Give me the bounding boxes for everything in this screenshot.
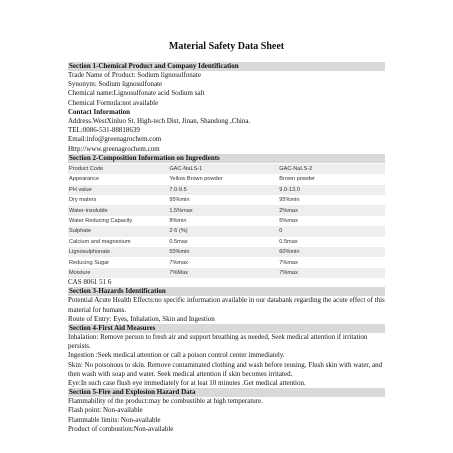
composition-value-nals-2: Brown powder	[279, 176, 316, 183]
composition-value-nals-1: 55%min	[168, 247, 278, 257]
ingestion-text: Ingestion :Seek medical attention or call a poison control center immediately.	[68, 351, 285, 360]
composition-value-nals-1: 0.5max	[169, 238, 188, 245]
composition-value-nals-2: 0.5max	[279, 238, 298, 245]
composition-property: Appearance	[69, 176, 100, 183]
website-line: Http://www.greenagrochem.com	[68, 144, 160, 153]
composition-property: PH value	[68, 185, 168, 195]
synonym-line: Synonym: Sodium lignosulfonate	[68, 80, 163, 89]
table-row	[68, 205, 385, 215]
composition-value-nals-2: 60%min	[278, 247, 385, 257]
composition-table	[68, 164, 385, 278]
table-row	[68, 174, 385, 184]
composition-property: Water-insoluble	[68, 205, 168, 215]
composition-property: Product Code	[68, 164, 168, 174]
document-body	[68, 62, 385, 434]
composition-value-nals-1: 7%Max	[168, 268, 278, 278]
skin-text: Skin: No poisonous to skin. Remove contaminated clothing and wash before reusing. Flush skin with water, and then wash with soap and water. Seek medical attention if skin becomes irritated.	[68, 360, 383, 378]
composition-property: Lignosulphonate	[68, 247, 168, 257]
address-line: Address.WestXinluo St. High-tech Dist, Jinan, Shandong ,China.	[68, 117, 251, 126]
composition-value-nals-2: GAC-NaLS-2	[278, 164, 385, 174]
table-row	[68, 185, 385, 195]
document-title: Material Safety Data Sheet	[168, 41, 285, 52]
section-4-heading: Section 4-First Aid Measures	[68, 324, 385, 333]
composition-value-nals-2: 7%max	[279, 259, 298, 266]
table-row	[68, 216, 385, 226]
composition-value-nals-1: 8%min	[169, 217, 187, 224]
combustion-products-line: Product of combustion:Non-available	[68, 424, 174, 433]
eye-text: Eye:In such case flush eye immediately for at leat 10 minutes .Get medical attention.	[68, 378, 306, 387]
cas-number: CAS 8061 51 6	[68, 278, 112, 287]
composition-value-nals-2: 9.0-13.0	[278, 185, 385, 195]
composition-value-nals-1: GAC-NaLS-1	[168, 164, 278, 174]
email-line: Email:info@greenagrochem.com	[68, 135, 162, 144]
section-2-heading: Section 2-Composition Information on Ingredients	[68, 154, 385, 163]
chemical-name-line: Chemical name:Lignosulfonate acid Sodium salt	[68, 89, 205, 98]
flash-point-line: Flash point: Non-available	[68, 406, 143, 415]
composition-property: Reducing Sugar	[69, 259, 110, 266]
contact-heading: Contact Information	[68, 107, 131, 116]
composition-property: Moisture	[68, 268, 168, 278]
composition-property: Dry maters	[69, 197, 97, 204]
composition-property: Water Reducing Capacity	[69, 217, 133, 224]
composition-property: Calcium and magnesium	[69, 238, 131, 245]
chemical-formula-line: Chemical Formula:not available	[68, 98, 159, 107]
composition-value-nals-2: 7%max	[278, 268, 385, 278]
table-row	[68, 257, 385, 267]
composition-value-nals-1: 7%max	[169, 259, 188, 266]
table-row	[68, 268, 385, 278]
route-of-entry: Route of Entry: Eyes, Inhalation, Skin and Ingestion	[68, 314, 215, 323]
table-row	[68, 195, 385, 205]
composition-value-nals-1: 2-5 (%)	[168, 226, 278, 236]
composition-value-nals-1: Yellow Brown powder	[169, 176, 223, 183]
composition-value-nals-2: 95%min	[279, 197, 300, 204]
table-row	[68, 164, 385, 174]
section-1-heading: Section 1-Chemical Product and Company Identification	[68, 62, 385, 71]
composition-value-nals-1: 1.5%max	[168, 205, 278, 215]
trade-name-line: Trade Name of Product: Sodium lignosulfonate	[68, 71, 201, 79]
flammable-limits-line: Flammable limits: Non-available	[68, 415, 161, 424]
composition-value-nals-2: 5%max	[279, 217, 298, 224]
table-row	[68, 247, 385, 257]
acute-effects-text: Potential Acute Health Effects:no specific information available in our databank regarding the acute effect of this material for humans.	[68, 296, 385, 314]
tel-line: TEL:0086-531-88818639	[68, 126, 140, 135]
composition-value-nals-2: 0	[278, 226, 385, 236]
table-row	[68, 237, 385, 247]
table-row	[68, 226, 385, 236]
flammability-line: Flammability of the product:may be combustible at high temperature.	[68, 397, 263, 406]
composition-value-nals-2: 2%max	[278, 205, 385, 215]
composition-property: Sulphate	[68, 226, 168, 236]
section-5-heading: Section 5-Fire and Explosion Hazard Data	[68, 388, 385, 397]
section-3-heading: Section 3-Hazards Identification	[68, 287, 385, 296]
inhalation-text: Inhalation: Remove person to fresh air and support breathing as needed, Seek medical attention if irritation persists.	[68, 332, 368, 351]
composition-value-nals-1: 7.0-9.5	[168, 185, 278, 195]
composition-value-nals-1: 95%min	[169, 197, 190, 204]
